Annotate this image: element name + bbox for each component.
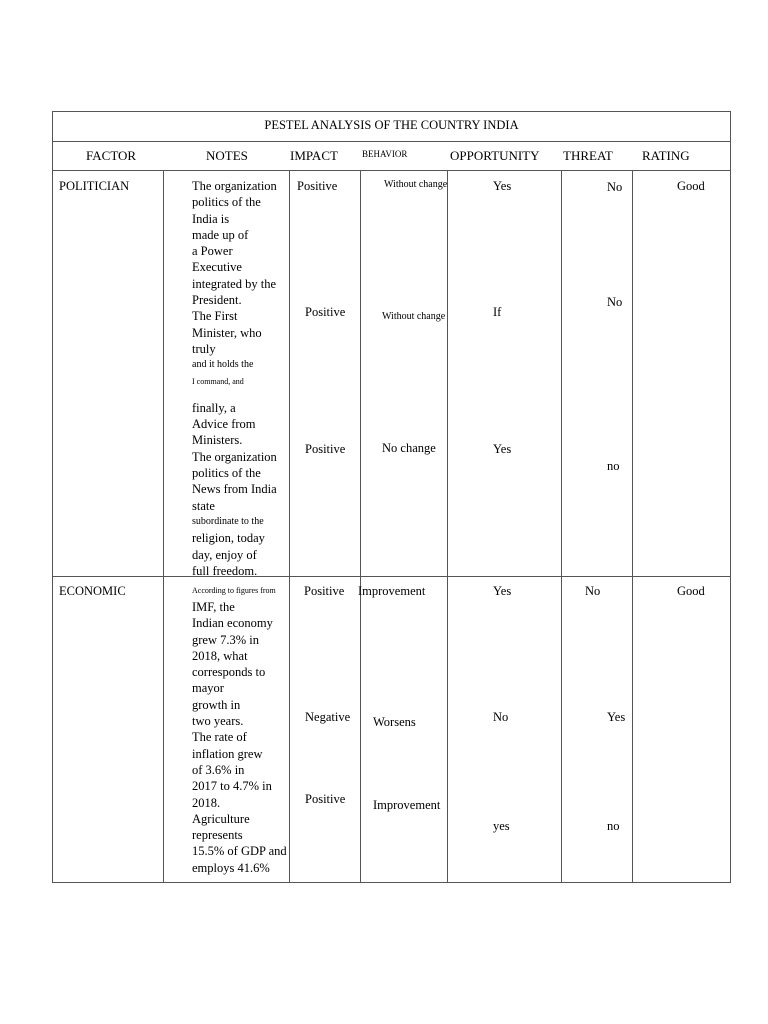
note-line: The rate of bbox=[192, 730, 247, 745]
note-line: Advice from bbox=[192, 417, 256, 432]
note-line: day, enjoy of bbox=[192, 547, 257, 562]
note-line: 15.5% of GDP and bbox=[192, 844, 287, 859]
note-line: politics of the bbox=[192, 466, 261, 481]
note-line: growth in bbox=[192, 697, 241, 712]
table-border-top bbox=[52, 111, 731, 112]
behavior-value: Without change bbox=[382, 311, 446, 322]
header-rating: RATING bbox=[642, 148, 690, 163]
behavior-value: Improvement bbox=[358, 584, 426, 598]
note-line: The organization bbox=[192, 449, 277, 464]
threat-value: No bbox=[585, 584, 601, 598]
rating-value: Good bbox=[677, 584, 705, 598]
impact-value: Positive bbox=[305, 305, 346, 319]
behavior-value: No change bbox=[382, 441, 436, 455]
header-threat: THREAT bbox=[563, 148, 613, 163]
note-line: India is bbox=[192, 211, 230, 226]
note-line: mayor bbox=[192, 681, 224, 696]
table-border-right bbox=[730, 111, 731, 883]
threat-value: Yes bbox=[607, 710, 626, 724]
note-line: of 3.6% in bbox=[192, 762, 245, 777]
note-line: state bbox=[192, 498, 215, 513]
impact-value: Positive bbox=[304, 584, 345, 598]
header-behavior: BEHAVIOR bbox=[362, 149, 408, 159]
note-line: made up of bbox=[192, 227, 249, 242]
note-line: The organization bbox=[192, 179, 277, 193]
note-line: IMF, the bbox=[192, 600, 235, 614]
note-line: truly bbox=[192, 341, 216, 356]
impact-value: Positive bbox=[305, 442, 346, 456]
note-line: I command, and bbox=[192, 376, 244, 386]
impact-value: Negative bbox=[305, 710, 351, 724]
table-title: PESTEL ANALYSIS OF THE COUNTRY INDIA bbox=[264, 118, 519, 132]
header-impact: IMPACT bbox=[290, 148, 338, 163]
opportunity-value: Yes bbox=[493, 584, 512, 598]
note-line: The First bbox=[192, 309, 238, 324]
note-line: 2018. bbox=[192, 795, 221, 810]
threat-value: No bbox=[607, 180, 623, 194]
col-divider-opportunity bbox=[447, 170, 448, 883]
note-line: politics of the bbox=[192, 195, 261, 210]
note-line: News from India bbox=[192, 482, 277, 497]
note-line: President. bbox=[192, 293, 242, 308]
threat-value: No bbox=[607, 295, 623, 309]
header-opportunity: OPPORTUNITY bbox=[450, 148, 540, 163]
note-line: 2017 to 4.7% in bbox=[192, 779, 272, 794]
note-line: Minister, who bbox=[192, 325, 262, 340]
table-border-bottom bbox=[52, 882, 731, 883]
note-line: religion, today bbox=[192, 531, 265, 546]
col-divider-impact bbox=[289, 170, 290, 883]
note-line: finally, a bbox=[192, 400, 236, 415]
note-line: a Power bbox=[192, 244, 233, 259]
note-line: Agriculture bbox=[192, 811, 250, 826]
col-divider-notes bbox=[163, 170, 164, 883]
impact-value: Positive bbox=[305, 792, 346, 806]
header-factor: FACTOR bbox=[86, 148, 137, 163]
notes-cell bbox=[192, 583, 287, 876]
opportunity-value: yes bbox=[493, 819, 510, 833]
factor-cell: ECONOMIC bbox=[59, 584, 126, 598]
note-line: full freedom. bbox=[192, 563, 258, 578]
opportunity-value: Yes bbox=[493, 442, 512, 456]
note-line: subordinate to the bbox=[192, 515, 264, 527]
factor-cell: POLITICIAN bbox=[59, 179, 130, 193]
rating-value: Good bbox=[677, 179, 705, 193]
note-line: employs 41.6% bbox=[192, 860, 270, 875]
note-line: Ministers. bbox=[192, 433, 243, 448]
behavior-value: Worsens bbox=[373, 715, 416, 729]
opportunity-value: If bbox=[493, 305, 502, 319]
behavior-value: Without change bbox=[384, 179, 448, 190]
note-line: Executive bbox=[192, 260, 242, 275]
col-divider-behavior bbox=[360, 170, 361, 883]
header-notes: NOTES bbox=[206, 148, 248, 163]
note-line: grew 7.3% in bbox=[192, 632, 259, 647]
note-line: Indian economy bbox=[192, 616, 273, 631]
note-line: represents bbox=[192, 828, 243, 843]
notes-cell bbox=[192, 178, 277, 579]
note-line: 2018, what bbox=[192, 648, 248, 663]
col-divider-threat bbox=[561, 170, 562, 883]
note-line: integrated by the bbox=[192, 276, 276, 291]
opportunity-value: No bbox=[493, 710, 509, 724]
table-border-left bbox=[52, 111, 53, 883]
impact-value: Positive bbox=[297, 179, 338, 193]
note-line: two years. bbox=[192, 714, 244, 729]
behavior-value: Improvement bbox=[373, 798, 441, 812]
note-line: and it holds the bbox=[192, 359, 254, 371]
threat-value: no bbox=[607, 459, 620, 473]
opportunity-value: Yes bbox=[493, 179, 512, 193]
col-divider-rating bbox=[632, 170, 633, 883]
note-line: According to figures from bbox=[192, 586, 276, 595]
header-row-divider bbox=[52, 170, 731, 171]
threat-value: no bbox=[607, 819, 620, 833]
title-row-divider bbox=[52, 141, 731, 142]
note-line: corresponds to bbox=[192, 665, 266, 680]
row-divider bbox=[52, 576, 731, 577]
note-line: inflation grew bbox=[192, 746, 263, 761]
